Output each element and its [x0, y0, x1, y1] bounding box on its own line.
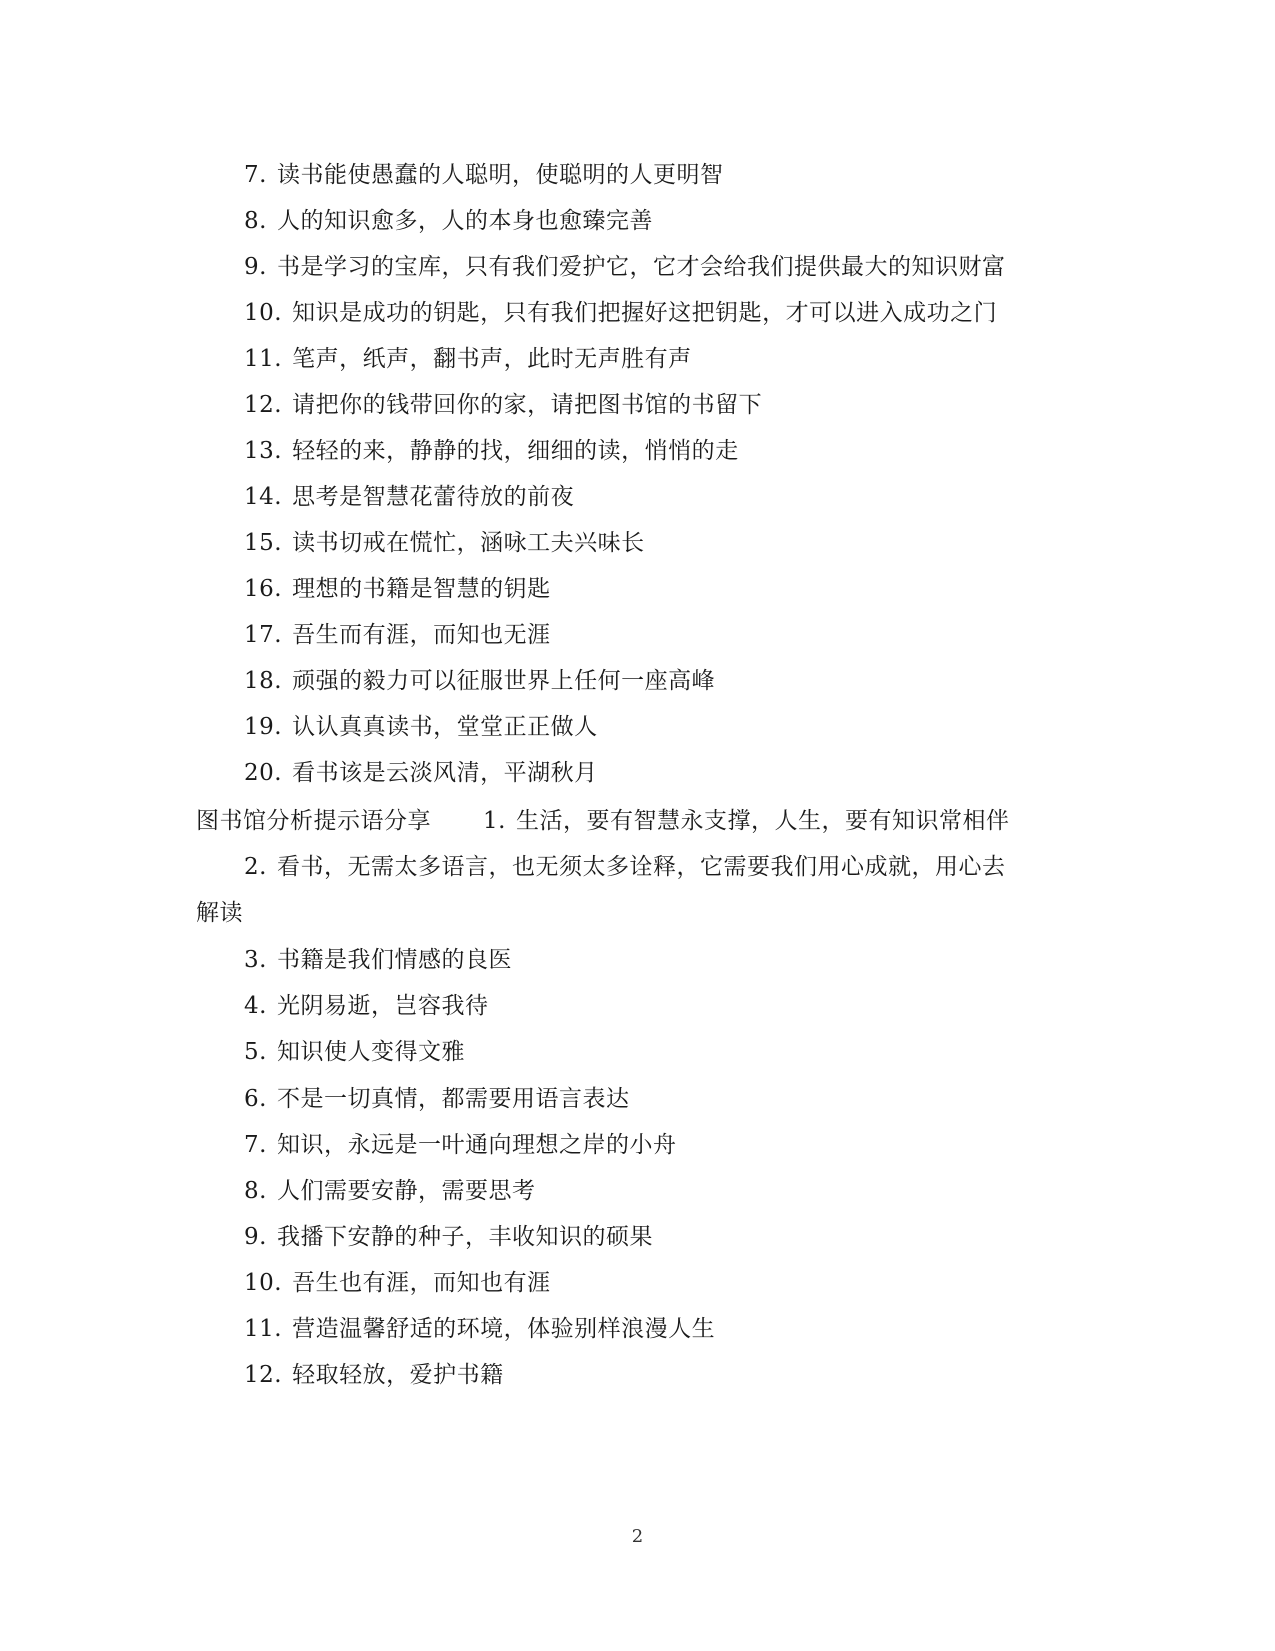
list-text: 请把你的钱带回你的家，请把图书馆的书留下	[292, 392, 763, 418]
list-number: 12.	[244, 1362, 283, 1388]
list-number: 3.	[244, 947, 267, 973]
list-text: 吾生也有涯，而知也有涯	[292, 1270, 551, 1296]
list-item	[244, 206, 653, 236]
list-text: 知识是成功的钥匙，只有我们把握好这把钥匙，才可以进入成功之门	[292, 300, 998, 326]
list-text: 书籍是我们情感的良医	[276, 947, 512, 973]
list-text: 我播下安静的种子，丰收知识的硕果	[276, 1224, 653, 1250]
list-text: 人们需要安静，需要思考	[276, 1178, 536, 1204]
list-text: 思考是智慧花蕾待放的前夜	[292, 484, 575, 510]
list-text: 不是一切真情，都需要用语言表达	[276, 1086, 630, 1112]
list-item	[244, 1314, 715, 1344]
list-number: 1.	[483, 808, 506, 834]
list-item	[244, 390, 762, 420]
list-number: 15.	[244, 530, 283, 556]
list-item	[244, 482, 574, 512]
list-text: 看书该是云淡风清，平湖秋月	[292, 760, 598, 786]
list-number: 8.	[244, 208, 267, 234]
list-item	[244, 1268, 551, 1298]
list-number: 6.	[244, 1086, 267, 1112]
list-item	[244, 528, 645, 558]
list-item	[244, 436, 739, 466]
list-item	[244, 991, 488, 1021]
list-text: 读书切戒在慌忙，涵咏工夫兴味长	[292, 530, 645, 556]
list-text: 人的知识愈多，人的本身也愈臻完善	[276, 208, 653, 234]
list-item	[244, 1130, 676, 1160]
list-item	[244, 160, 723, 190]
list-number: 11.	[244, 346, 283, 372]
list-number: 19.	[244, 714, 283, 740]
list-item	[244, 1037, 465, 1067]
list-text: 认认真真读书，堂堂正正做人	[292, 714, 598, 740]
list-item	[244, 298, 997, 328]
list-text: 笔声，纸声，翻书声，此时无声胜有声	[292, 346, 692, 372]
list-item	[244, 252, 1005, 282]
list-text: 看书，无需太多语言，也无须太多诠释，它需要我们用心成就，用心去	[276, 854, 1006, 880]
page-number: 2	[631, 1526, 644, 1547]
list-number: 4.	[244, 993, 267, 1019]
list-item	[244, 712, 598, 742]
list-number: 17.	[244, 622, 283, 648]
list-item	[244, 1084, 629, 1114]
list-text: 理想的书籍是智慧的钥匙	[292, 576, 551, 602]
list-item	[244, 945, 512, 975]
list-number: 11.	[244, 1316, 283, 1342]
list-number: 10.	[244, 1270, 283, 1296]
list-number: 8.	[244, 1178, 267, 1204]
list-item-continuation: 解读	[196, 900, 243, 926]
list-item	[244, 344, 692, 374]
list-number: 2.	[244, 854, 267, 880]
list-number: 5.	[244, 1039, 267, 1065]
list-number: 13.	[244, 438, 283, 464]
list-item	[244, 852, 1005, 882]
list-number: 16.	[244, 576, 283, 602]
list-text: 光阴易逝，岂容我待	[276, 993, 489, 1019]
list-text: 书是学习的宝库，只有我们爱护它，它才会给我们提供最大的知识财富	[276, 254, 1006, 280]
list-item	[244, 758, 598, 788]
list-text: 知识使人变得文雅	[276, 1039, 465, 1065]
section-heading: 图书馆分析提示语分享	[196, 808, 431, 834]
list-number: 12.	[244, 392, 283, 418]
list-item	[244, 1360, 504, 1390]
list-item	[244, 666, 715, 696]
list-item	[244, 620, 551, 650]
list-number: 10.	[244, 300, 283, 326]
list-text: 吾生而有涯，而知也无涯	[292, 622, 551, 648]
list-item	[244, 574, 551, 604]
list-item	[244, 1222, 653, 1252]
list-text: 知识，永远是一叶通向理想之岸的小舟	[276, 1132, 677, 1158]
list-text: 读书能使愚蠢的人聪明，使聪明的人更明智	[276, 162, 724, 188]
list-text: 营造温馨舒适的环境，体验别样浪漫人生	[292, 1316, 716, 1342]
section-heading-line	[196, 806, 1009, 836]
list-text: 轻轻的来，静静的找，细细的读，悄悄的走	[292, 438, 739, 464]
list-number: 18.	[244, 668, 283, 694]
list-number: 9.	[244, 254, 267, 280]
list-text: 生活，要有智慧永支撑，人生，要有知识常相伴	[515, 808, 1010, 834]
list-number: 7.	[244, 1132, 267, 1158]
list-number: 14.	[244, 484, 283, 510]
list-item	[244, 1176, 535, 1206]
list-text: 顽强的毅力可以征服世界上任何一座高峰	[292, 668, 716, 694]
list-number: 20.	[244, 760, 283, 786]
list-number: 7.	[244, 162, 267, 188]
list-number: 9.	[244, 1224, 267, 1250]
list-text: 轻取轻放，爱护书籍	[292, 1362, 504, 1388]
